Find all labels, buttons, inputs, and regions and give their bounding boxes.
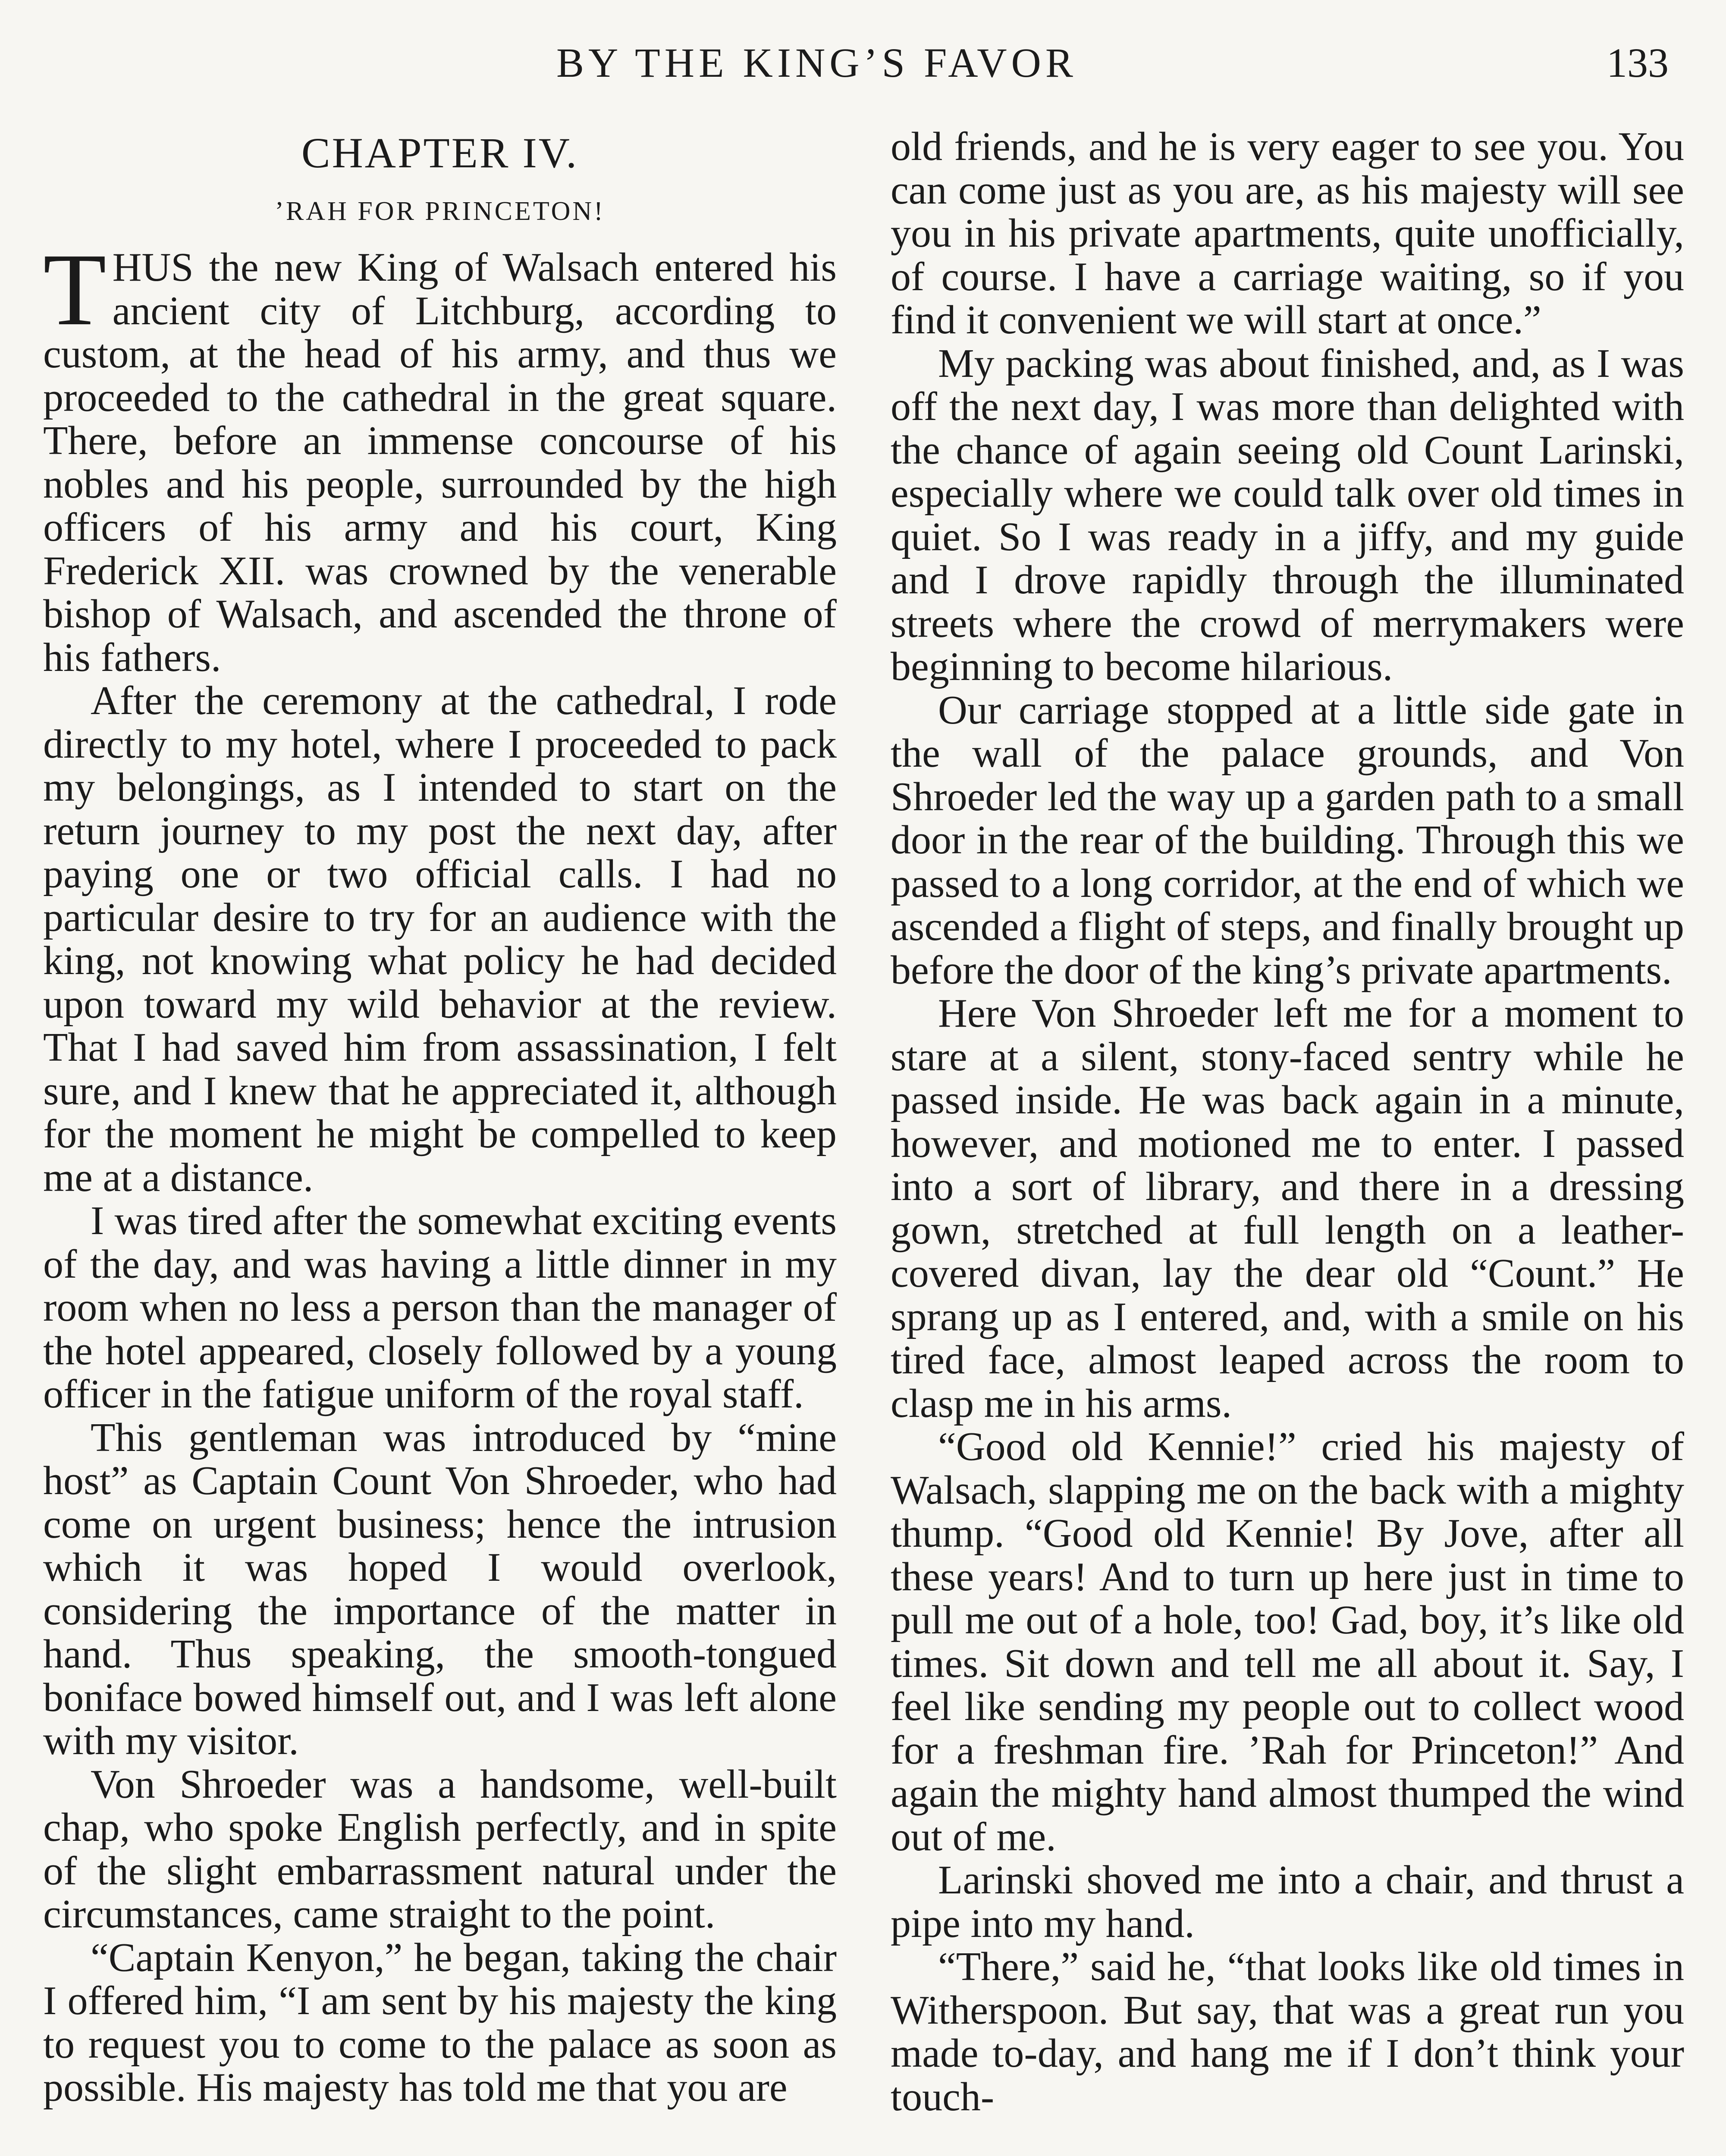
right-column [891, 125, 1684, 2118]
continued-paragraph: old friends, and he is very eager to see you. You can come just as you are, as his majesty will see you in his private apartments, quite unofficially, of course. I have a carriage waiting, so if you find it convenient we will start at once.” [891, 124, 1684, 342]
drop-cap: T [43, 232, 107, 347]
running-header [0, 34, 1726, 103]
chapter-subtitle: ’RAH FOR PRINCETON! [275, 197, 605, 226]
body-paragraph: “Captain Kenyon,” he began, taking the chair I offered him, “I am sent by his majesty the king to request you to come to the palace as soon as possible. His majesty has told me that you are [43, 1935, 837, 2110]
left-column [43, 129, 837, 2109]
body-paragraph: Our carriage stopped at a little side gate in the wall of the palace grounds, and Von Shroeder led the way up a garden path to a small door in the rear of the building. Through this we passed to a long corridor, at the end of which we ascended a flight of steps, and finally brought up before the door of the king’s private apartments. [891, 687, 1684, 993]
body-paragraph: This gentleman was introduced by “mine host” as Captain Count Von Shroeder, who had come on urgent business; hence the intrusion which it was hoped I would overlook, considering the importance of the matter in hand. Thus speaking, the smooth-tongued boniface bowed himself out, and I was left alone with my visitor. [43, 1415, 837, 1763]
body-paragraph: My packing was about finished, and, as I was off the next day, I was more than delighted with the chance of again seeing old Count Larinski, especially where we could talk over old times in quiet. So I was ready in a jiffy, and my guide and I drove rapidly through the illuminated streets where the crowd of merrymakers were beginning to become hilarious. [891, 341, 1684, 689]
body-paragraph: I was tired after the somewhat exciting events of the day, and was having a little dinner in my room when no less a person than the manager of the hotel appeared, closely followed by a young officer in the fatigue uniform of the royal staff. [43, 1198, 837, 1416]
chapter-title: CHAPTER IV. [301, 129, 579, 177]
paragraph-text: HUS the new King of Walsach entered his ancient city of Litchburg, according to custom, at the head of his army, and thus we proceeded to the cathedral in the great square. There, before an immense concourse of his nobles and his people, surrounded by the high officers of his army and his court, King Frederick XII. was crowned by the venerable bishop of Walsach, and ascended the throne of his fathers. [43, 245, 837, 680]
body-paragraph: Larinski shoved me into a chair, and thrust a pipe into my hand. [891, 1858, 1684, 1946]
page-number: 133 [1607, 40, 1669, 86]
running-title: BY THE KING’S FAVOR [556, 40, 1077, 86]
body-paragraph: “There,” said he, “that looks like old times in Witherspoon. But say, that was a great run you made to-day, and hang me if I don’t think your touch- [891, 1944, 1684, 2119]
body-paragraph: “Good old Kennie!” cried his majesty of Walsach, slapping me on the back with a mighty thump. “Good old Kennie! By Jove, after all these years! And to turn up here just in time to pull me out of a hole, too! Gad, boy, it’s like old times. Sit down and tell me all about it. Say, I feel like sending my people out to collect wood for a freshman fire. ’Rah for Princeton!” And again the mighty hand almost thumped the wind out of me. [891, 1424, 1684, 1859]
body-paragraph: Von Shroeder was a handsome, well-built chap, who spoke English perfectly, and in spite of the slight embarrassment natural under the circumstances, came straight to the point. [43, 1761, 837, 1937]
body-paragraph: After the ceremony at the cathedral, I rode directly to my hotel, where I proceeded to pack my belongings, as I intended to start on the return journey to my post the next day, after paying one or two official calls. I had no particular desire to try for an audience with the king, not knowing what policy he had decided upon toward my wild behavior at the review. That I had saved him from assassination, I felt sure, and I knew that he appreciated it, although for the moment he might be compelled to keep me at a distance. [43, 678, 837, 1200]
body-paragraph: Here Von Shroeder left me for a moment to stare at a silent, stony-faced sentry while he passed inside. He was back again in a minute, however, and motioned me to enter. I passed into a sort of library, and there in a dressing gown, stretched at full length on a leather-covered divan, lay the dear old “Count.” He sprang up as I entered, and, with a smile on his tired face, almost leaped across the room to clasp me in his arms. [891, 991, 1684, 1426]
body-paragraph [43, 232, 837, 680]
